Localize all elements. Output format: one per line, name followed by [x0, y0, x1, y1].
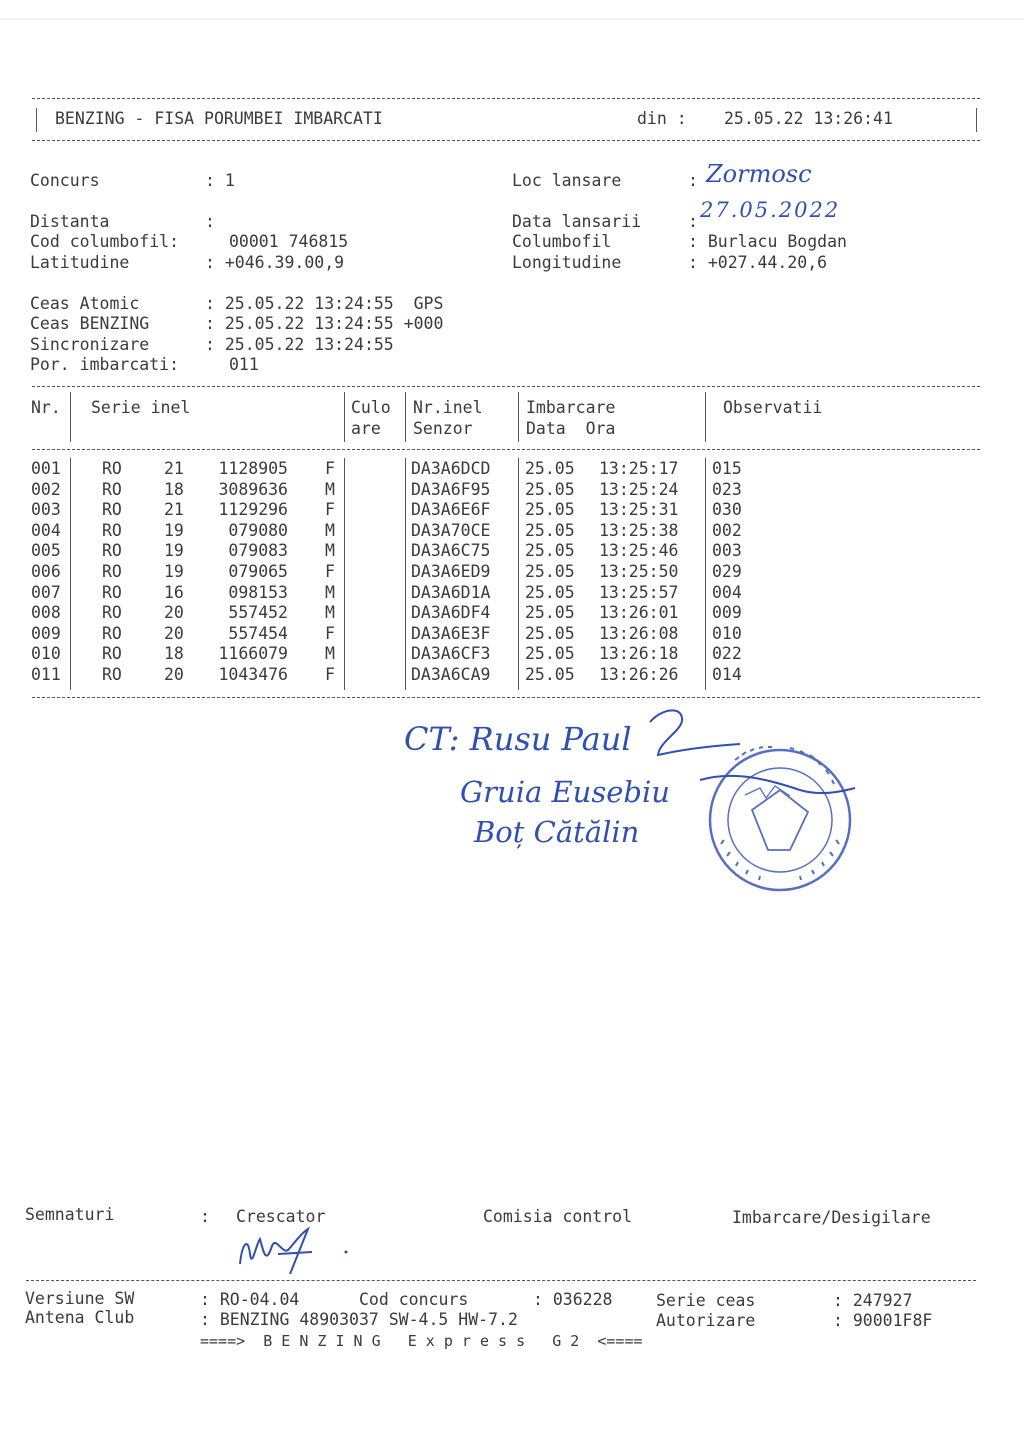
- distanta-label: Distanta: [30, 212, 110, 231]
- cell-observation: 004: [712, 582, 742, 602]
- cell-date: 25.05: [525, 500, 575, 520]
- cell-observation: 003: [712, 541, 742, 561]
- col-sep-1-head: [70, 392, 71, 442]
- ceas-benzing-value: : 25.05.22 13:24:55 +000: [205, 314, 444, 333]
- cell-sex: M: [325, 603, 335, 623]
- por-imbarcati-value: 011: [229, 355, 259, 374]
- cell-ring-number: 098153: [228, 582, 288, 602]
- cell-year: 21: [164, 459, 184, 478]
- table-row: [0, 480, 1024, 501]
- cell-nr: 011: [31, 665, 61, 684]
- cell-ring-number: 079083: [228, 541, 288, 561]
- crescator-label: Crescator: [236, 1207, 326, 1226]
- cell-sensor: DA3A6DF4: [411, 603, 491, 623]
- din-label: din :: [637, 109, 687, 128]
- header-observatii: Observatii: [723, 398, 823, 417]
- cell-sensor: DA3A6F95: [411, 479, 491, 499]
- cell-ring-number: 557452: [228, 603, 288, 623]
- association-stamp: [710, 747, 850, 890]
- cell-date: 25.05: [525, 562, 575, 581]
- header-right-bar: [976, 108, 977, 132]
- handwritten-name-2: Gruia Eusebiu: [460, 775, 670, 809]
- cell-sex: M: [325, 644, 335, 664]
- header-nr: Nr.: [31, 398, 61, 417]
- cell-sensor: DA3A6ED9: [411, 562, 491, 581]
- cell-observation: 023: [712, 479, 742, 499]
- cell-ring-number: 1129296: [218, 500, 288, 520]
- sincronizare-value: : 25.05.22 13:24:55: [205, 335, 394, 354]
- table-row: [0, 624, 1024, 645]
- cell-year: 20: [164, 665, 184, 684]
- data-lansarii-label: Data lansarii: [512, 212, 642, 231]
- imbarcare-desigilare-label: Imbarcare/Desigilare: [732, 1208, 931, 1227]
- header-bottom-rule: [32, 140, 980, 141]
- cell-nr: 004: [31, 520, 61, 540]
- autorizare-value: : 90001F8F: [833, 1311, 933, 1330]
- cell-country: RO: [102, 562, 122, 581]
- sheet-title: BENZING - FISA PORUMBEI IMBARCATI: [55, 109, 383, 128]
- cell-year: 16: [164, 582, 184, 602]
- table-row: [0, 583, 1024, 604]
- cell-nr: 006: [31, 562, 61, 581]
- cell-ring-number: 557454: [228, 623, 288, 643]
- serie-ceas-label: Serie ceas: [656, 1291, 756, 1310]
- cell-nr: 009: [31, 623, 61, 643]
- cell-year: 18: [164, 644, 184, 664]
- cell-sensor: DA3A6D1A: [411, 582, 491, 602]
- cell-nr: 001: [31, 459, 61, 478]
- latitudine-value: : +046.39.00,9: [205, 253, 345, 272]
- cell-nr: 007: [31, 582, 61, 602]
- columbofil-value: : Burlacu Bogdan: [688, 232, 847, 251]
- table-row: [0, 521, 1024, 542]
- cell-ring-number: 1043476: [218, 665, 288, 684]
- cell-nr: 003: [31, 500, 61, 520]
- cell-observation: 015: [712, 459, 742, 478]
- cell-sex: F: [325, 562, 335, 581]
- autorizare-label: Autorizare: [656, 1311, 756, 1330]
- col-sep-3-head: [405, 392, 406, 442]
- cell-ring-number: 1128905: [218, 459, 288, 478]
- cell-year: 21: [164, 500, 184, 520]
- cell-sensor: DA3A6DCD: [411, 459, 491, 478]
- ceas-atomic-value: : 25.05.22 13:24:55 GPS: [205, 294, 444, 313]
- cell-date: 25.05: [525, 459, 575, 478]
- cell-ring-number: 3089636: [218, 479, 288, 499]
- cell-time: 13:25:46: [599, 541, 679, 561]
- cell-sex: F: [325, 500, 335, 520]
- concurs-label: Concurs: [30, 171, 100, 190]
- table-top-rule: [32, 386, 980, 387]
- cell-sensor: DA3A70CE: [411, 520, 491, 540]
- ceas-benzing-label: Ceas BENZING: [30, 314, 150, 333]
- cell-date: 25.05: [525, 479, 575, 499]
- cell-country: RO: [102, 582, 122, 602]
- cell-time: 13:26:18: [599, 644, 679, 664]
- table-row: [0, 644, 1024, 665]
- cell-time: 13:25:38: [599, 520, 679, 540]
- header-serie-inel: Serie inel: [91, 398, 191, 417]
- columbofil-label: Columbofil: [512, 232, 612, 251]
- cell-nr: 005: [31, 541, 61, 561]
- data-lansarii-handwritten: 27.05.2022: [700, 198, 841, 222]
- loc-lansare-sep: :: [688, 171, 698, 190]
- cell-date: 25.05: [525, 520, 575, 540]
- table-bottom-rule: [32, 697, 980, 698]
- versiune-sw-label: Versiune SW: [25, 1289, 135, 1308]
- cell-time: 13:25:31: [599, 500, 679, 520]
- cell-country: RO: [102, 541, 122, 561]
- footer-rule: [26, 1280, 976, 1281]
- cell-time: 13:26:26: [599, 665, 679, 684]
- cell-sex: M: [325, 520, 335, 540]
- cell-year: 20: [164, 603, 184, 623]
- table-header-rule: [32, 449, 980, 450]
- table-row: [0, 665, 1024, 686]
- crescator-signature: [230, 1224, 360, 1284]
- cell-year: 19: [164, 562, 184, 581]
- longitudine-label: Longitudine: [512, 253, 622, 272]
- cell-observation: 030: [712, 500, 742, 520]
- cell-observation: 014: [712, 665, 742, 684]
- col-sep-2-head: [344, 392, 345, 442]
- print-datetime: 25.05.22 13:26:41: [724, 109, 893, 128]
- handwritten-ct-name: CT: Rusu Paul: [404, 720, 632, 758]
- cell-sensor: DA3A6E3F: [411, 623, 491, 643]
- cell-nr: 010: [31, 644, 61, 664]
- scan-edge: [0, 18, 1024, 20]
- cell-sensor: DA3A6E6F: [411, 500, 491, 520]
- cell-country: RO: [102, 603, 122, 623]
- table-row: [0, 562, 1024, 583]
- header-left-bar: [36, 108, 37, 132]
- cell-time: 13:26:08: [599, 623, 679, 643]
- header-imbarcare-2: Data Ora: [526, 419, 616, 438]
- cell-year: 19: [164, 520, 184, 540]
- ceas-atomic-label: Ceas Atomic: [30, 294, 140, 313]
- cell-ring-number: 079080: [228, 520, 288, 540]
- cell-nr: 008: [31, 603, 61, 623]
- header-nrinel-2: Senzor: [413, 419, 473, 438]
- table-row: [0, 541, 1024, 562]
- antena-club-value: : BENZING 48903037 SW-4.5 HW-7.2: [200, 1310, 518, 1329]
- cell-time: 13:26:01: [599, 603, 679, 623]
- cod-concurs-label: Cod concurs: [359, 1290, 469, 1309]
- antena-club-label: Antena Club: [25, 1308, 135, 1327]
- header-top-rule: [32, 98, 980, 99]
- cell-country: RO: [102, 520, 122, 540]
- cell-date: 25.05: [525, 582, 575, 602]
- loc-lansare-label: Loc lansare: [512, 171, 622, 190]
- cod-columbofil-label: Cod columbofil:: [30, 232, 180, 251]
- cell-year: 18: [164, 479, 184, 499]
- sincronizare-label: Sincronizare: [30, 335, 150, 354]
- table-row: [0, 459, 1024, 480]
- cell-date: 25.05: [525, 541, 575, 561]
- latitudine-label: Latitudine: [30, 253, 130, 272]
- cell-observation: 022: [712, 644, 742, 664]
- cell-ring-number: 1166079: [218, 644, 288, 664]
- cell-year: 19: [164, 541, 184, 561]
- cell-observation: 029: [712, 562, 742, 581]
- concurs-value: : 1: [205, 171, 235, 190]
- cell-sensor: DA3A6CF3: [411, 644, 491, 664]
- cell-country: RO: [102, 623, 122, 643]
- cell-sensor: DA3A6C75: [411, 541, 491, 561]
- col-sep-5-head: [705, 392, 706, 442]
- cod-columbofil-value: 00001 746815: [229, 232, 349, 251]
- por-imbarcati-label: Por. imbarcati:: [30, 355, 180, 374]
- longitudine-value: : +027.44.20,6: [688, 253, 828, 272]
- cell-ring-number: 079065: [228, 562, 288, 581]
- loc-lansare-handwritten: Zormosc: [706, 160, 812, 188]
- data-lansarii-sep: :: [688, 212, 698, 231]
- cell-country: RO: [102, 644, 122, 664]
- header-imbarcare-1: Imbarcare: [526, 398, 616, 417]
- header-culoare-2: are: [351, 419, 381, 438]
- cell-year: 20: [164, 623, 184, 643]
- distanta-value: :: [205, 212, 215, 231]
- signature-and-stamp: [640, 700, 880, 900]
- semnaturi-label: Semnaturi: [25, 1205, 115, 1224]
- cod-concurs-value: : 036228: [533, 1290, 613, 1309]
- cell-country: RO: [102, 665, 122, 684]
- cell-sex: M: [325, 479, 335, 499]
- cell-observation: 010: [712, 623, 742, 643]
- cell-nr: 002: [31, 479, 61, 499]
- cell-country: RO: [102, 459, 122, 478]
- cell-time: 13:25:17: [599, 459, 679, 478]
- handwritten-name-3: Boț Cătălin: [474, 815, 640, 849]
- versiune-sw-value: : RO-04.04: [200, 1290, 300, 1309]
- comisia-control-label: Comisia control: [483, 1207, 633, 1226]
- cell-sex: M: [325, 541, 335, 561]
- cell-observation: 002: [712, 520, 742, 540]
- cell-date: 25.05: [525, 644, 575, 664]
- cell-sensor: DA3A6CA9: [411, 665, 491, 684]
- signature-flourish: [650, 710, 740, 755]
- cell-sex: F: [325, 623, 335, 643]
- cell-sex: M: [325, 582, 335, 602]
- header-culoare-1: Culo: [351, 398, 391, 417]
- cell-country: RO: [102, 479, 122, 499]
- cell-date: 25.05: [525, 623, 575, 643]
- header-nrinel-1: Nr.inel: [413, 398, 483, 417]
- cell-date: 25.05: [525, 603, 575, 623]
- semnaturi-sep: :: [200, 1207, 210, 1226]
- cell-sex: F: [325, 459, 335, 478]
- benzing-express-banner: ====> B E N Z I N G E x p r e s s G 2 <====: [200, 1332, 643, 1350]
- cell-time: 13:25:24: [599, 479, 679, 499]
- cell-observation: 009: [712, 603, 742, 623]
- cell-sex: F: [325, 665, 335, 684]
- serie-ceas-value: : 247927: [833, 1291, 913, 1310]
- cell-time: 13:25:50: [599, 562, 679, 581]
- table-row: [0, 603, 1024, 624]
- table-row: [0, 500, 1024, 521]
- col-sep-4-head: [518, 392, 519, 442]
- cell-date: 25.05: [525, 665, 575, 684]
- cell-country: RO: [102, 500, 122, 520]
- cell-time: 13:25:57: [599, 582, 679, 602]
